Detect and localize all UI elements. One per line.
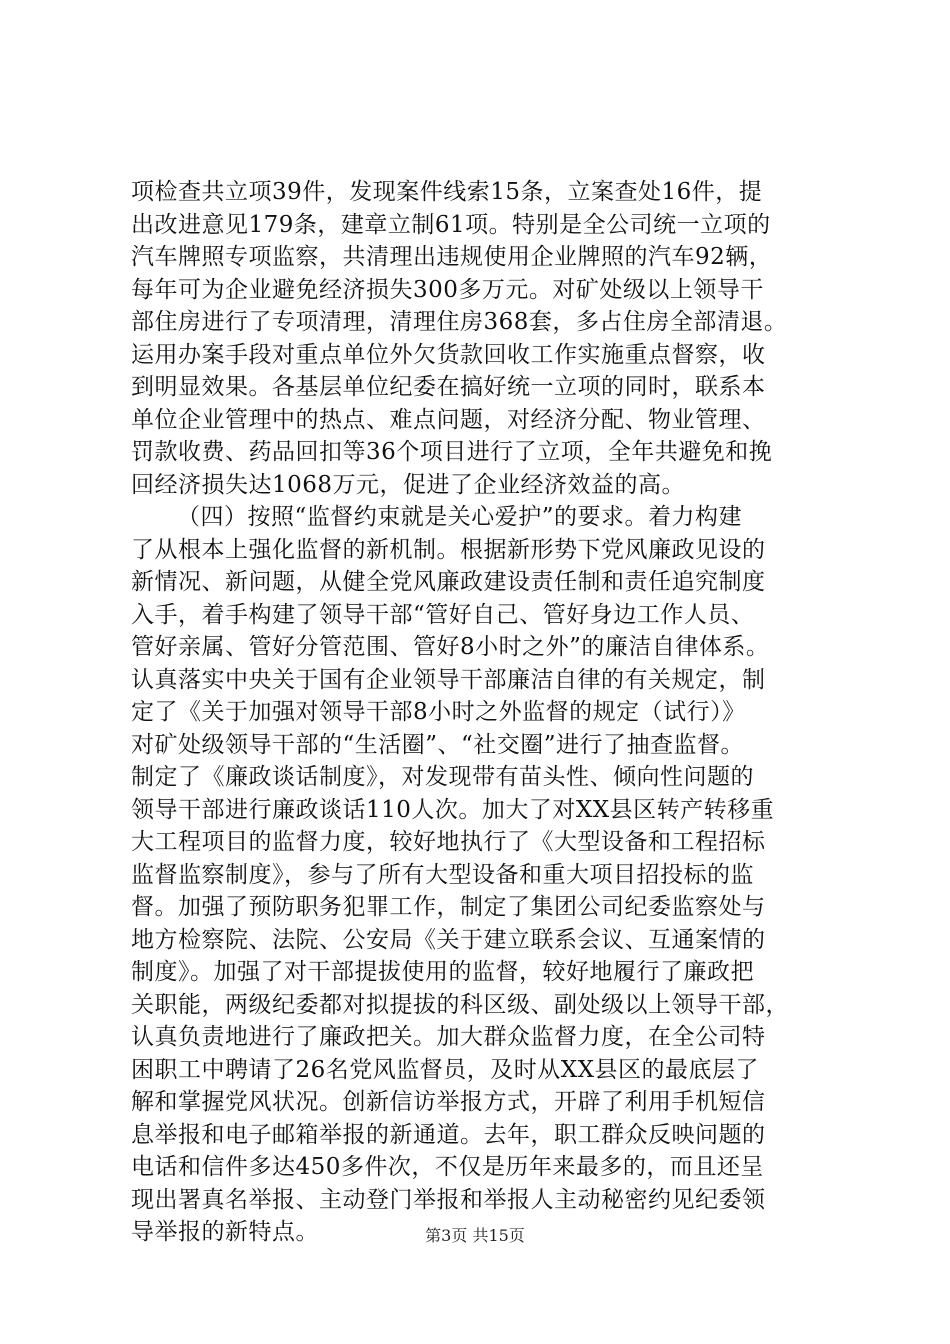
text-line: 单位企业管理中的热点、难点问题，对经济分配、物业管理、 (131, 406, 766, 433)
text-line: 管好亲属、管好分管范围、管好8小时之外”的廉洁自律体系。 (131, 634, 770, 660)
text-line: 对矿处级领导干部的“生活圈”、“社交圈”进行了抽查监督。 (131, 731, 745, 758)
text-line: 督。加强了预防职务犯罪工作，制定了集团公司纪委监察处与 (131, 894, 766, 920)
text-line: 导举报的新特点。 (131, 1219, 319, 1245)
text-line: 定了《关于加强对领导干部8小时之外监督的规定（试行）》 (131, 699, 746, 725)
text-line: 现出署真名举报、主动登门举报和举报人主动秘密约见纪委领 (131, 1186, 766, 1213)
text-line: 认真负责地进行了廉政把关。加大群众监督力度，在全公司特 (131, 1024, 766, 1050)
text-line: 入手，着手构建了领导干部“管好自己、管好身边工作人员、 (131, 601, 755, 628)
text-line: 运用办案手段对重点单位外欠货款回收工作实施重点督察，收 (131, 341, 766, 368)
text-line: 汽车牌照专项监察，共清理出违规使用企业牌照的汽车92辆， (131, 244, 773, 270)
paragraph-start-line: （四）按照“监督约束就是关心爱护”的要求。着力构建 (177, 504, 743, 530)
text-line: 了从根本上强化监督的新机制。根据新形势下党风廉政见设的 (131, 536, 766, 563)
text-line: 制度》。加强了对干部提拔使用的监督，较好地履行了廉政把 (131, 959, 754, 985)
text-line: 罚款收费、药品回扣等36个项目进行了立项，全年共避免和挽 (131, 439, 773, 465)
text-line: 部住房进行了专项清理，清理住房368套，多占住房全部清退。 (131, 309, 788, 335)
text-line: 项检查共立项39件，发现案件线索15条，立案查处16件，提 (131, 179, 763, 205)
text-line: 关职能，两级纪委都对拟提拔的科区级、副处级以上领导干部， (131, 991, 789, 1018)
text-line: 认真落实中央关于国有企业领导干部廉洁自律的有关规定，制 (131, 666, 766, 693)
text-line: 每年可为企业避免经济损失300多万元。对矿处级以上领导干 (131, 276, 764, 303)
text-line: 地方检察院、法院、公安局《关于建立联系会议、互通案情的 (131, 926, 766, 953)
body-text (131, 176, 831, 1249)
text-line: 制定了《廉政谈话制度》，对发现带有苗头性、倾向性问题的 (131, 764, 754, 790)
text-line: 领导干部进行廉政谈话110人次。加大了对XX县区转产转移重 (131, 796, 775, 823)
page-number-footer: 第3页 共15页 (425, 1226, 525, 1245)
text-line: 到明显效果。各基层单位纪委在搞好统一立项的同时，联系本 (131, 374, 766, 400)
text-line: 解和掌握党风状况。创新信访举报方式，开辟了利用手机短信 (131, 1089, 766, 1115)
text-line: 电话和信件多达450多件次，不仅是历年来最多的，而且还呈 (131, 1154, 764, 1180)
text-line: 出改进意见179条，建章立制61项。特别是全公司统一立项的 (131, 211, 771, 238)
text-line: 新情况、新问题，从健全党风廉政建设责任制和责任追究制度 (131, 569, 766, 595)
text-line: 困职工中聘请了26名党风监督员，及时从XX县区的最底层了 (131, 1056, 760, 1083)
text-line: 大工程项目的监督力度，较好地执行了《大型设备和工程招标 (131, 829, 766, 855)
text-line: 息举报和电子邮箱举报的新通道。去年，职工群众反映问题的 (131, 1121, 766, 1148)
text-line: 监督监察制度》，参与了所有大型设备和重大项目招投标的监 (131, 861, 754, 888)
text-line: 回经济损失达1068万元，促进了企业经济效益的高。 (131, 471, 686, 498)
